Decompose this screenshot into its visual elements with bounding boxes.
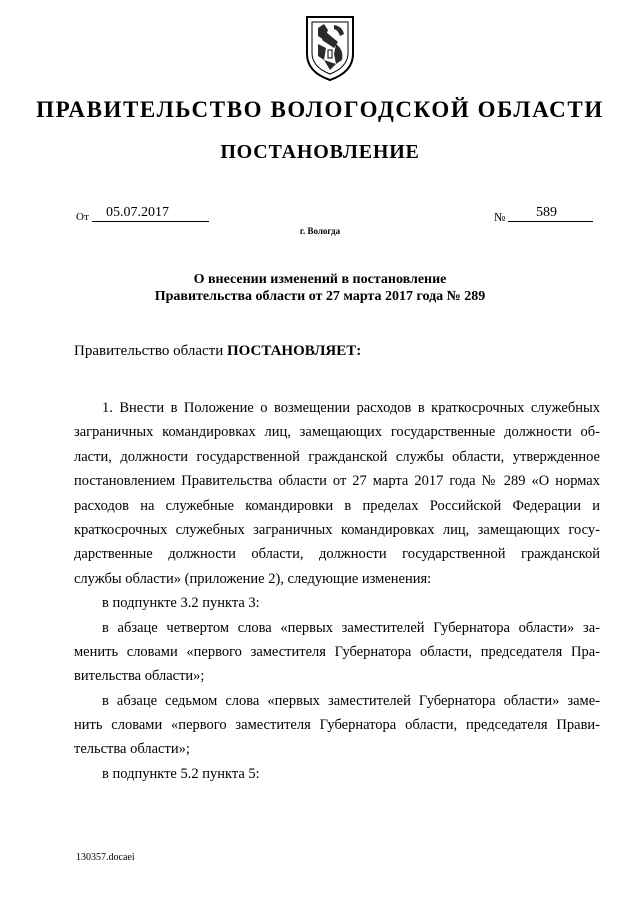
- number-label: №: [494, 210, 506, 224]
- document-subject: [0, 271, 640, 305]
- document-number: 589: [508, 205, 593, 222]
- city-label: г. Вологда: [299, 226, 341, 236]
- body-line: в абзаце четвертом слова «первых заместителей Губернатора области» за-: [102, 619, 600, 636]
- body-line: краткосрочных служебных заграничных командировках лиц, замещающих госу-: [74, 521, 600, 538]
- body-line: ласти, должности государственной гражданской службы области, утвержденное: [74, 448, 600, 465]
- document-body: [74, 396, 600, 786]
- body-line: нить словами «первого заместителя Губернатора области, председателя Прави-: [74, 717, 600, 734]
- body-line: постановлением Правительства области от 27 марта 2017 года № 289 «О нормах: [74, 473, 600, 490]
- body-line: тельства области»;: [74, 741, 190, 758]
- body-line: 1. Внести в Положение о возмещении расходов в краткосрочных служебных: [102, 400, 600, 416]
- body-line: расходов на служебные командировки в пределах Российской Федерации и: [74, 497, 600, 514]
- body-line: в абзаце седьмом слова «первых заместителей Губернатора области» заме-: [102, 692, 600, 709]
- vologda-coat-of-arms-icon: [304, 14, 356, 82]
- document-date: 05.07.2017: [92, 205, 209, 222]
- preamble-resolution: ПОСТАНОВЛЯЕТ:: [226, 343, 362, 359]
- body-line: менить словами «первого заместителя Губернатора области, председателя Пра-: [74, 643, 600, 660]
- subject-line: О внесении изменений в постановление: [193, 272, 447, 287]
- body-line: службы области» (приложение 2), следующие изменения:: [74, 570, 432, 587]
- date-label: От: [76, 211, 89, 223]
- document-type: ПОСТАНОВЛЕНИЕ: [220, 141, 420, 163]
- body-line: вительства области»;: [74, 668, 205, 685]
- government-title: ПРАВИТЕЛЬСТВО ВОЛОГОДСКОЙ ОБЛАСТИ: [36, 97, 604, 122]
- document-code: 130357.docaei: [76, 852, 135, 863]
- preamble-text: Правительство области: [74, 343, 224, 359]
- subject-line: Правительства области от 27 марта 2017 года № 289: [154, 289, 486, 304]
- body-line: в подпункте 3.2 пункта 3:: [102, 595, 260, 612]
- body-line: заграничных командировках лиц, замещающих государственные должности об-: [74, 424, 600, 441]
- body-line: в подпункте 5.2 пункта 5:: [102, 765, 260, 782]
- preamble: [74, 342, 361, 360]
- body-line: дарственные должности области, должности государственной гражданской: [74, 546, 600, 563]
